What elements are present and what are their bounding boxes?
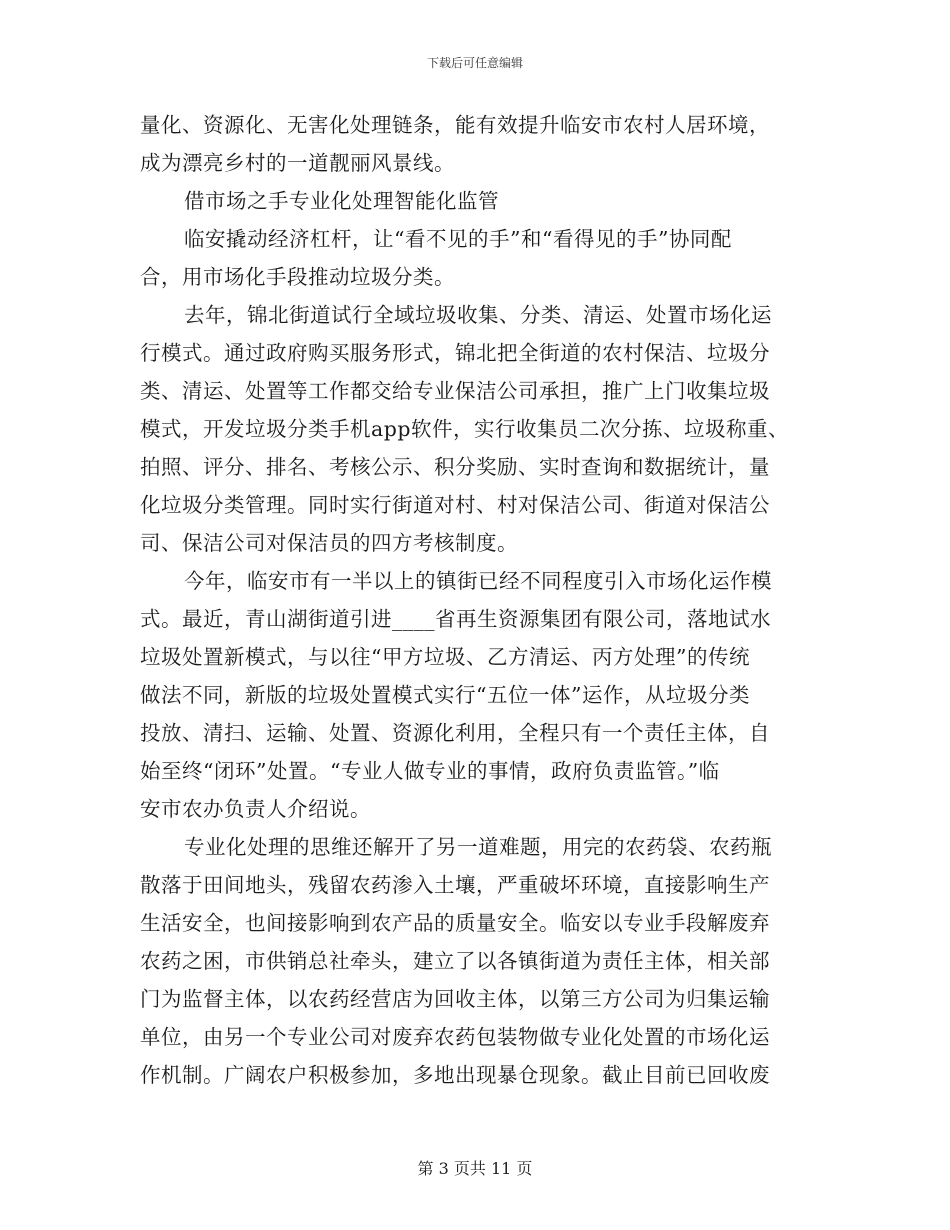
section-heading: [140, 182, 812, 220]
text-line: 专业化处理的思维还解开了另一道难题，用完的农药袋、农药瓶: [184, 835, 772, 859]
text-line: 安市农办负责人介绍说。: [140, 797, 371, 821]
text-line: 式。最近，青山湖街道引进____省再生资源集团有限公司，落地试水: [140, 607, 771, 631]
paragraph: [140, 828, 812, 1094]
text-line: 成为漂亮乡村的一道靓丽风景线。: [140, 151, 455, 175]
text-line: 临安撬动经济杠杆，让“看不见的手”和“看得见的手”协同配: [184, 227, 732, 251]
text-line: 农药之困，市供销总社牵头，建立了以各镇街道为责任主体，相关部: [140, 949, 770, 973]
text-line: 去年，锦北街道试行全域垃圾收集、分类、清运、处置市场化运: [184, 303, 772, 327]
text-line: 生活安全，也间接影响到农产品的质量安全。临安以专业手段解废弃: [140, 911, 770, 935]
text-line: 投放、清扫、运输、处置、资源化利用，全程只有一个责任主体，自: [140, 721, 770, 745]
paragraph: [140, 296, 812, 562]
header-note: 下载后可任意编辑: [426, 56, 523, 70]
text-line: 单位，由另一个专业公司对废弃农药包装物做专业化处置的市场化运: [140, 1025, 770, 1049]
text-line: 门为监督主体，以农药经营店为回收主体，以第三方公司为归集运输: [140, 987, 770, 1011]
text-line: 司、保洁公司对保洁员的四方考核制度。: [140, 531, 518, 555]
text-line: 类、清运、处置等工作都交给专业保洁公司承担，推广上门收集垃圾: [140, 379, 770, 403]
page-header: [0, 54, 950, 71]
paragraph: [140, 562, 812, 828]
text-line: 行模式。通过政府购买服务形式，锦北把全街道的农村保洁、垃圾分: [140, 341, 770, 365]
page-footer: [0, 1156, 950, 1179]
text-line: 垃圾处置新模式，与以往“甲方垃圾、乙方清运、丙方处理”的传统: [140, 645, 750, 669]
paragraph: [140, 220, 812, 296]
document-body: [140, 106, 812, 1094]
text-line: 化垃圾分类管理。同时实行街道对村、村对保洁公司、街道对保洁公: [140, 493, 770, 517]
text-line: 量化、资源化、无害化处理链条，能有效提升临安市农村人居环境，: [140, 113, 770, 137]
text-line: 模式，开发垃圾分类手机app软件，实行收集员二次分拣、垃圾称重、: [140, 417, 789, 441]
text-line: 散落于田间地头，残留农药渗入土壤，严重破坏环境，直接影响生产: [140, 873, 770, 897]
text-line: 今年，临安市有一半以上的镇街已经不同程度引入市场化运作模: [184, 569, 772, 593]
page-number: 第 3 页共 11 页: [417, 1159, 533, 1178]
text-line: 始至终“闭环”处置。“专业人做专业的事情，政府负责监管。”临: [140, 759, 720, 783]
text-line: 拍照、评分、排名、考核公示、积分奖励、实时查询和数据统计，量: [140, 455, 770, 479]
paragraph: [140, 106, 812, 182]
text-line: 作机制。广阔农户积极参加，多地出现暴仓现象。截止目前已回收废: [140, 1063, 770, 1087]
text-line: 借市场之手专业化处理智能化监管: [184, 189, 499, 213]
text-line: 合，用市场化手段推动垃圾分类。: [140, 265, 455, 289]
text-line: 做法不同，新版的垃圾处置模式实行“五位一体”运作，从垃圾分类: [140, 683, 750, 707]
